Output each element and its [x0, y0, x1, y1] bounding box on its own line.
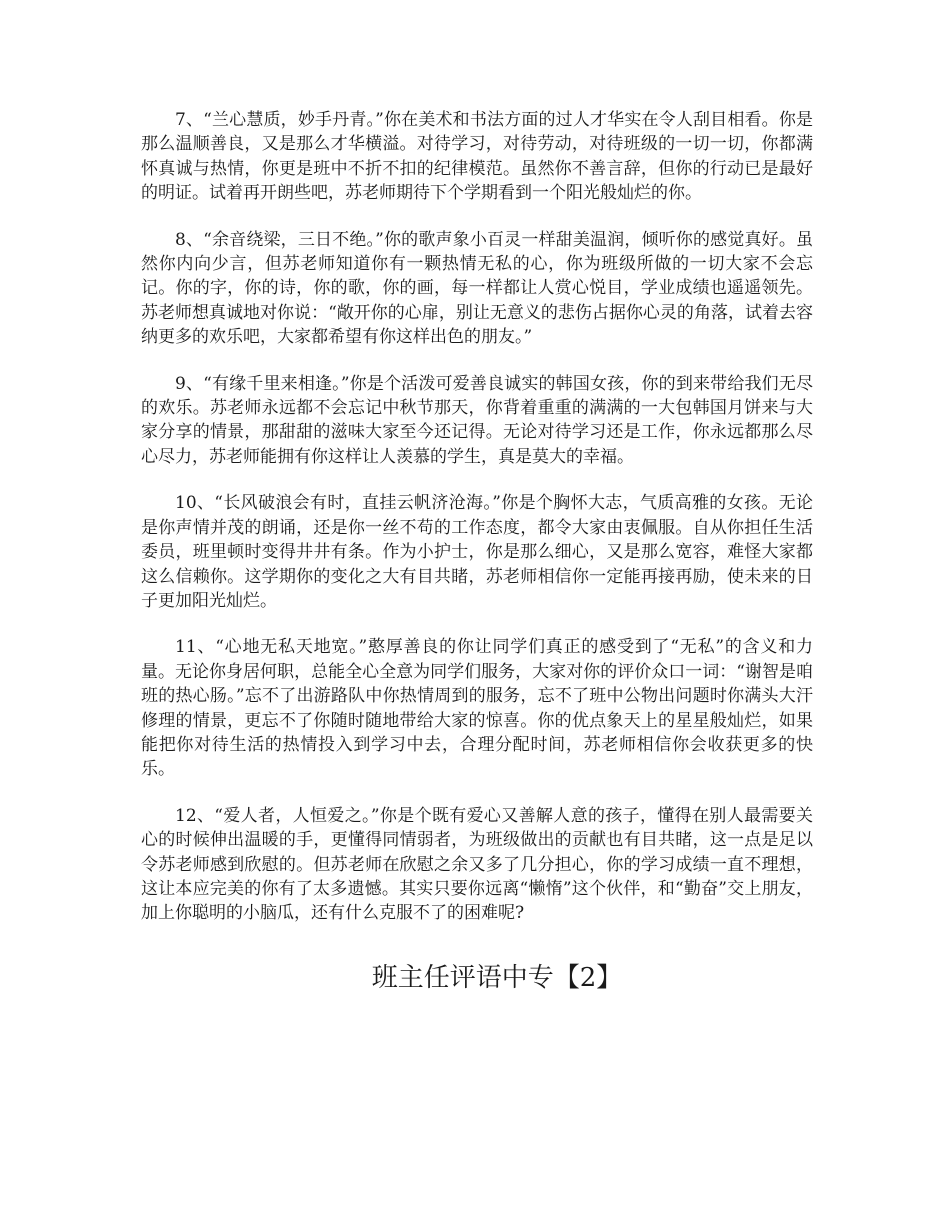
comment-paragraph-9: 9、“有缘千里来相逢。”你是个活泼可爱善良诚实的韩国女孩，你的到来带给我们无尽的欢乐。苏老师永远都不会忘记中秋节那天，你背着重重的满满的一大包韩国月饼来与大家分享的情景，那甜甜的滋味大家至今还记得。无论对待学习还是工作，你永远都那么尽心尽力，苏老师能拥有你这样让人羡慕的学生，真是莫大的幸福。: [141, 373, 813, 467]
comment-paragraph-12: 12、“爱人者，人恒爱之。”你是个既有爱心又善解人意的孩子，懂得在别人最需要关心的时候伸出温暖的手，更懂得同情弱者，为班级做出的贡献也有目共睹，这一点是足以令苏老师感到欣慰的。但苏老师在欣慰之余又多了几分担心，你的学习成绩一直不理想，这让本应完美的你有了太多遗憾。其实只要你远离“懒惰”这个伙伴，和“勤奋”交上朋友，加上你聪明的小脑瓜，还有什么克服不了的困难呢?: [141, 805, 813, 924]
document-page: [141, 108, 813, 996]
section-title: 班主任评语中专【2】: [371, 962, 623, 993]
comment-paragraph-10: 10、“长风破浪会有时，直挂云帆济沧海。”你是个胸怀大志，气质高雅的女孩。无论是你声情并茂的朗诵，还是你一丝不苟的工作态度，都令大家由衷佩服。自从你担任生活委员，班里顿时变得井井有条。作为小护士，你是那么细心，又是那么宽容，难怪大家都这么信赖你。这学期你的变化之大有目共睹，苏老师相信你一定能再接再励，使未来的日子更加阳光灿烂。: [141, 493, 813, 611]
comment-paragraph-7: 7、“兰心慧质，妙手丹青。”你在美术和书法方面的过人才华实在令人刮目相看。你是那么温顺善良，又是那么才华横溢。对待学习，对待劳动，对待班级的一切一切，你都满怀真诚与热情，你更是班中不折不扣的纪律模范。虽然你不善言辞，但你的行动已是最好的明证。试着再开朗些吧，苏老师期待下个学期看到一个阳光般灿烂的你。: [141, 110, 813, 204]
comment-paragraph-8: 8、“余音绕梁，三日不绝。”你的歌声象小百灵一样甜美温润，倾听你的感觉真好。虽然你内向少言，但苏老师知道你有一颗热情无私的心，你为班级所做的一切大家不会忘记。你的字，你的诗，你的歌，你的画，每一样都让人赏心悦目，学业成绩也遥遥领先。苏老师想真诚地对你说：“敞开你的心扉，别让无意义的悲伤占据你心灵的角落，试着去容纳更多的欢乐吧，大家都希望有你这样出色的朋友。”: [141, 229, 813, 348]
comment-paragraph-11: 11、“心地无私天地宽。”憨厚善良的你让同学们真正的感受到了“无私”的含义和力量。无论你身居何职，总能全心全意为同学们服务，大家对你的评价众口一词：“谢智是咱班的热心肠。”忘不了出游路队中你热情周到的服务，忘不了班中公物出问题时你满头大汗修理的情景，更忘不了你随时随地带给大家的惊喜。你的优点象天上的星星般灿烂，如果能把你对待生活的热情投入到学习中去，合理分配时间，苏老师相信你会收获更多的快乐。: [141, 637, 813, 780]
